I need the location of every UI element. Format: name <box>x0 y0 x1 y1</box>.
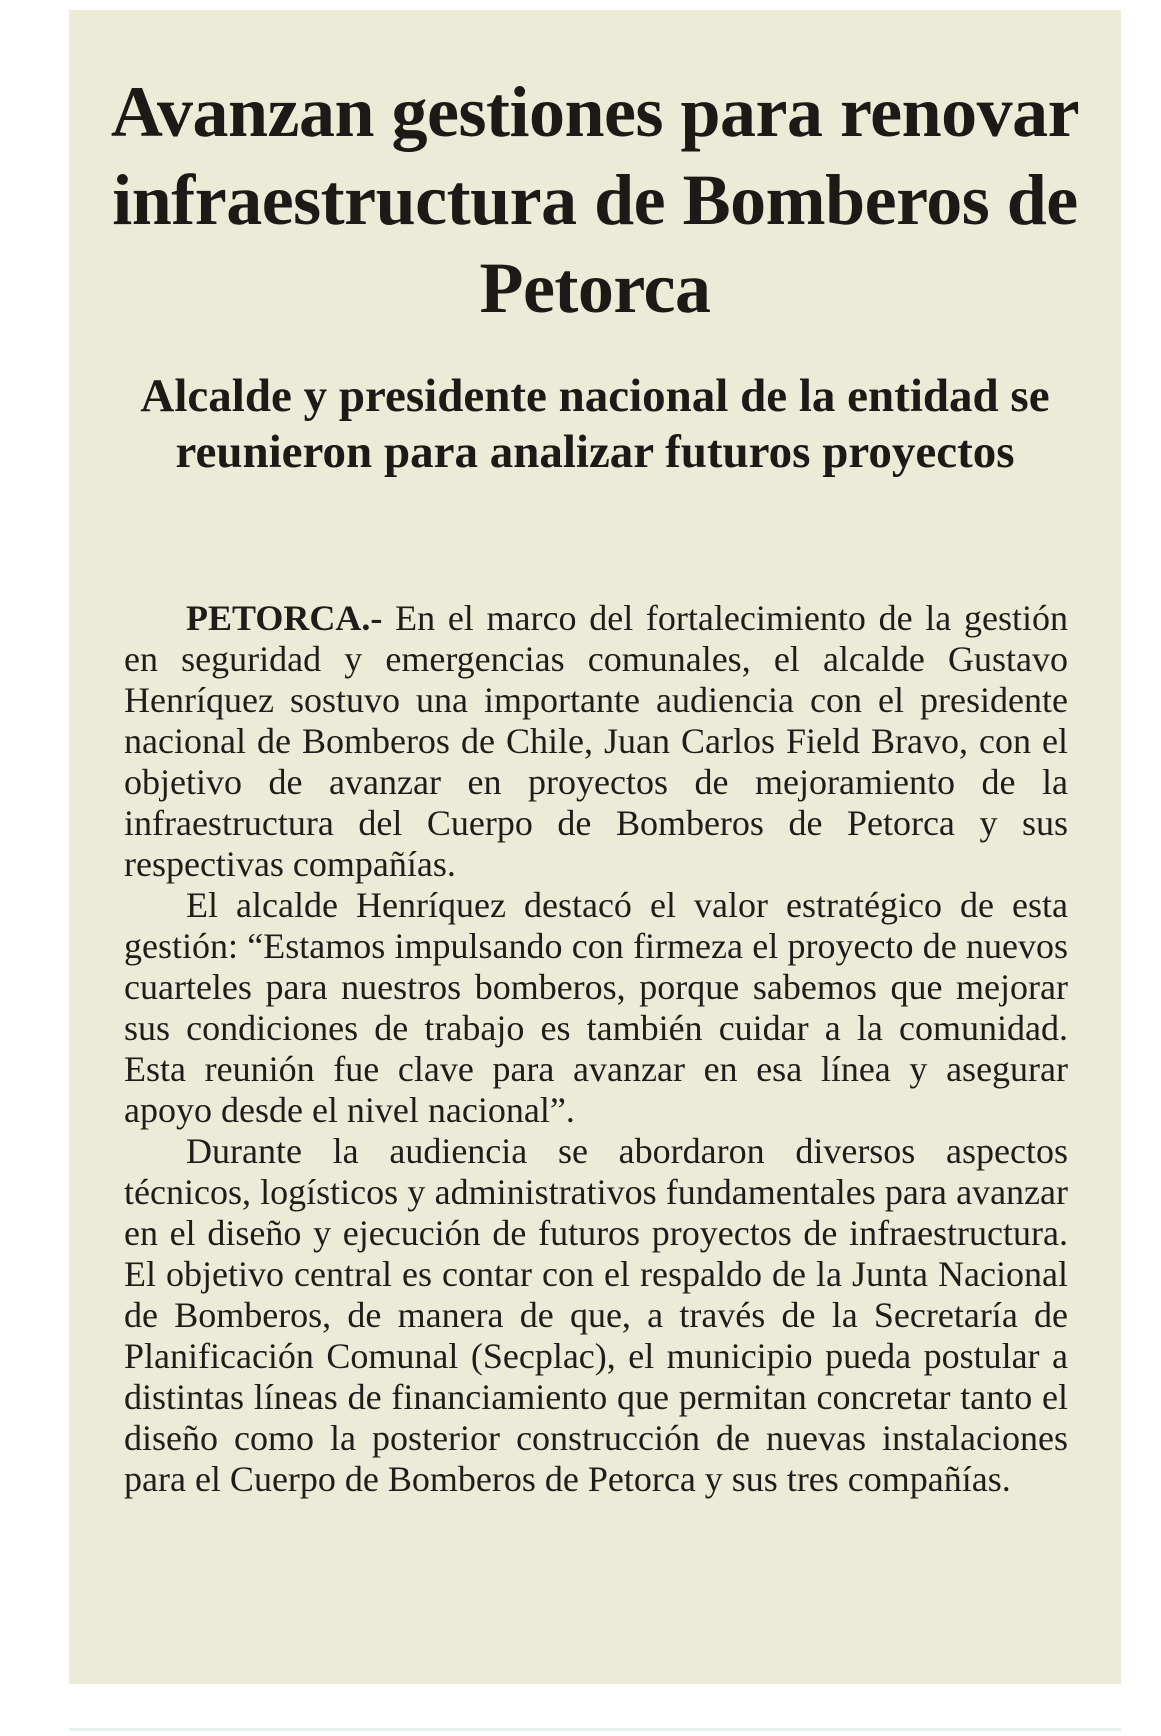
article-dateline: PETORCA.- <box>186 598 383 638</box>
paragraph-text: En el marco del fortalecimiento de la gestión en seguridad y emergencias comunales, el alcalde Gustavo Henríquez sostuvo una importante audiencia con el presidente nacional de Bomberos de Chile, Juan Carlos Field Bravo, con el objetivo de avanzar en proyectos de mejoramiento de la infraestructura del Cuerpo de Bomberos de Petorca y sus respectivas compañías. <box>124 598 1068 884</box>
news-clipping <box>69 10 1121 1684</box>
article-paragraph: Durante la audiencia se abordaron diversos aspectos técnicos, logísticos y administrativos fundamentales para avanzar en el diseño y ejecución de futuros proyectos de infraestructura. El objetivo central es contar con el respaldo de la Junta Nacional de Bomberos, de manera de que, a través de la Secretaría de Planificación Comunal (Secplac), el municipio pueda postular a distintas líneas de financiamiento que permitan concretar tanto el diseño como la posterior construcción de nuevas instalaciones para el Cuerpo de Bomberos de Petorca y sus tres compañías. <box>124 1131 1068 1499</box>
article-paragraph: El alcalde Henríquez destacó el valor estratégico de esta gestión: “Estamos impulsando con firmeza el proyecto de nuevos cuarteles para nuestros bomberos, porque sabemos que mejorar sus condiciones de trabajo es también cuidar a la comunidad. Esta reunión fue clave para avanzar en esa línea y asegurar apoyo desde el nivel nacional”. <box>124 885 1068 1130</box>
page-divider <box>69 1728 1121 1731</box>
article-headline: Avanzan gestiones para renovar infraestructura de Bomberos de Petorca <box>110 72 1080 328</box>
article-body <box>124 598 1068 1500</box>
article-paragraph <box>124 598 1068 885</box>
article-subheadline: Alcalde y presidente nacional de la entidad se reunieron para analizar futuros proyectos <box>140 370 1050 478</box>
